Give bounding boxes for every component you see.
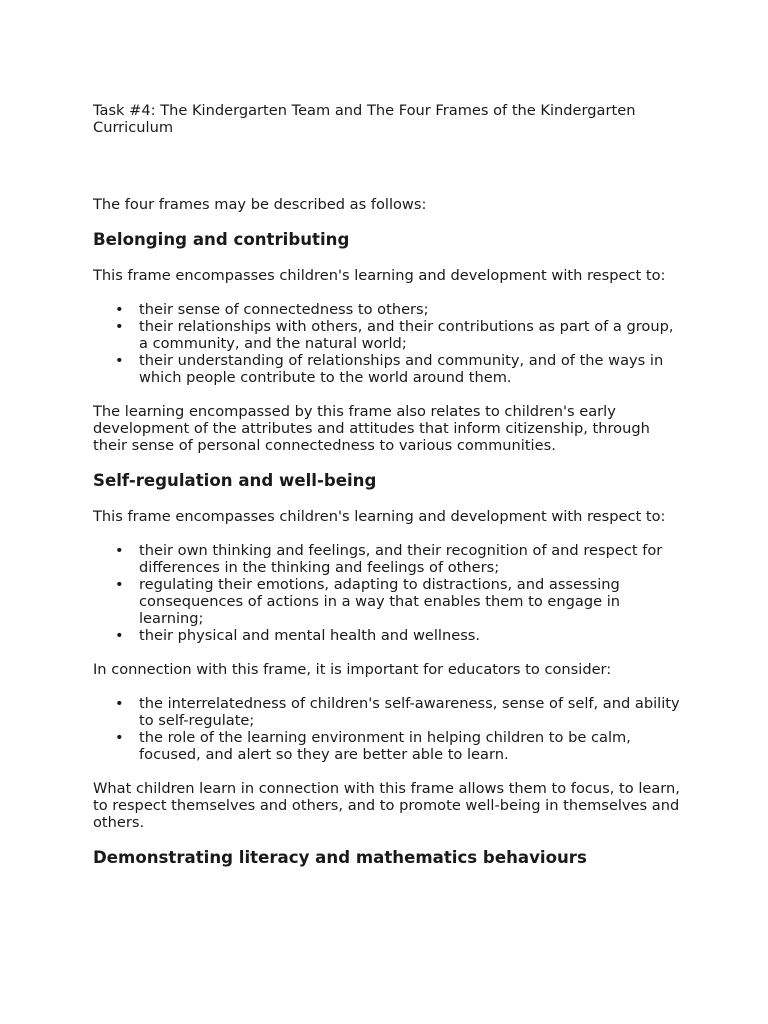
bullet-list [93,301,683,386]
bullet-list [93,542,683,644]
document-page [93,102,683,868]
list-item: • the role of the learning environment in helping children to be calm, focused, and alert so they are better able to learn. [139,729,683,763]
bullet-list [93,695,683,763]
section-heading-literacy-math: Demonstrating literacy and mathematics behaviours [93,848,587,867]
list-item: • their physical and mental health and wellness. [139,627,683,644]
consider-lead: In connection with this frame, it is important for educators to consider: [93,661,612,678]
task-title: Task #4: The Kindergarten Team and The Four Frames of the Kindergarten Curriculum [93,102,636,136]
list-item: • their sense of connectedness to others; [139,301,683,318]
list-item: • regulating their emotions, adapting to distractions, and assessing consequences of actions in a way that enables them to engage in learning; [139,576,683,627]
section-lead: This frame encompasses children's learning and development with respect to: [93,267,666,284]
list-item: • their understanding of relationships and community, and of the ways in which people contribute to the world around them. [139,352,683,386]
list-item: • the interrelatedness of children's self-awareness, sense of self, and ability to self-regulate; [139,695,683,729]
list-item: • their own thinking and feelings, and their recognition of and respect for differences in the thinking and feelings of others; [139,542,683,576]
section-heading-belonging: Belonging and contributing [93,230,350,249]
intro-text: The four frames may be described as follows: [93,196,427,213]
section-closing: The learning encompassed by this frame also relates to children's early development of the attributes and attitudes that inform citizenship, through their sense of personal connectedness to various communities. [93,403,650,454]
section-lead: This frame encompasses children's learning and development with respect to: [93,508,666,525]
section-closing: What children learn in connection with this frame allows them to focus, to learn, to respect themselves and others, and to promote well-being in themselves and others. [93,780,680,831]
section-heading-self-regulation: Self-regulation and well-being [93,471,377,490]
list-item: • their relationships with others, and their contributions as part of a group, a community, and the natural world; [139,318,683,352]
